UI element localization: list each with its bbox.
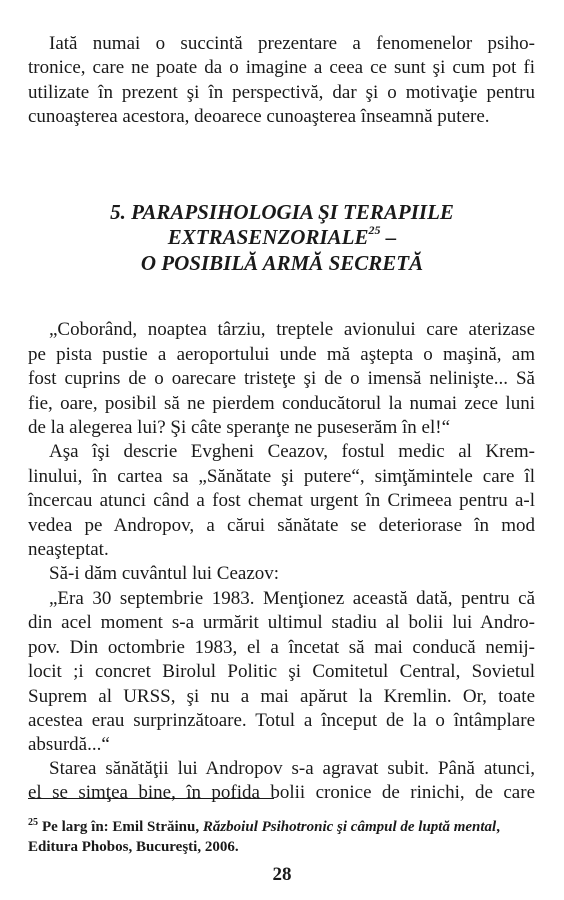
body-line: Aşa îşi descrie Evgheni Ceazov, fostul medic al Krem-	[49, 441, 535, 462]
footnote-marker: 25	[28, 817, 38, 828]
intro-line: tronice, care ne poate da o imagine a ceea ce sunt şi cum pot fi	[28, 57, 535, 78]
body-line: neaşteptat.	[28, 539, 109, 560]
heading-line-2-text: EXTRASENZORIALE	[167, 225, 369, 249]
body-line: pe pista pustie a aeroportului unde mă aştepta o maşină, am	[28, 344, 535, 365]
intro-line: cunoaşterea acestora, deoarece cunoaşterea înseamnă putere.	[28, 106, 490, 127]
body-line: acestea erau surprinzătoare. Totul a început de la o întâmplare	[28, 710, 535, 731]
body-line: Suprem al URSS, şi nu a mai apărut la Kremlin. Or, toate	[28, 686, 535, 707]
body-line: Să-i dăm cuvântul lui Ceazov:	[49, 563, 280, 584]
heading-line-2	[0, 225, 564, 249]
footnote-line-1	[28, 818, 500, 838]
body-line: „Era 30 septembrie 1983. Menţionez această dată, pentru că	[49, 588, 535, 609]
intro-line: utilizate în prezent şi în perspectivă, dar şi o motivaţie pentru	[28, 82, 535, 103]
body-line: încercau atunci când a fost chemat urgent în Crimeea pentru a-l	[28, 490, 535, 511]
body-line: „Coborând, noaptea târziu, treptele avionului care aterizase	[49, 319, 535, 340]
footnote-citation-prefix: Pe larg în: Emil Străinu,	[42, 819, 203, 835]
body-line: pov. Din octombrie 1983, el a încetat să mai conducă nemij-	[28, 637, 535, 658]
footnote-reference: 25	[368, 223, 381, 237]
body-line: vedea pe Andropov, a cărui sănătate se deteriorase în mod	[28, 515, 535, 536]
body-line: absurdă...“	[28, 734, 110, 755]
body-line: Starea sănătăţii lui Andropov s-a agravat subit. Până atunci,	[49, 758, 535, 779]
body-line: locit ;i concret Birolul Politic şi Comitetul Central, Sovietul	[28, 661, 535, 682]
heading-line-1: 5. PARAPSIHOLOGIA ŞI TERAPIILE	[110, 200, 454, 224]
heading-line-3: O POSIBILĂ ARMĂ SECRETĂ	[140, 251, 424, 275]
body-line: fie, oare, posibil să ne pierdem conducătorul la numai zece luni	[28, 393, 535, 414]
body-line: el se simţea bine, în pofida bolii cronice de rinichi, de care	[28, 782, 535, 803]
page-number: 28	[272, 864, 292, 885]
footnote-book-title: Războiul Psihotronic şi câmpul de luptă mental	[202, 819, 497, 835]
footnote-line-2: Editura Phobos, Bucureşti, 2006.	[28, 839, 239, 855]
body-line: de la alegerea lui? Şi câte speranţe ne puseserăm în el!“	[28, 417, 451, 438]
body-line: fost cuprins de o oarecare tristeţe şi de o imensă nelinişte... Să	[28, 368, 535, 389]
footnote-divider	[28, 798, 274, 799]
footnote-citation-suffix: ,	[496, 819, 500, 835]
intro-line: Iată numai o succintă prezentare a fenomenelor psiho-	[49, 33, 535, 54]
body-line: din acel moment s-a urmărit ultimul stadiu al bolii lui Andro-	[28, 612, 535, 633]
body-line: linului, în cartea sa „Sănătate şi putere“, simţămintele care îl	[28, 466, 535, 487]
heading-line-2-dash: –	[380, 225, 397, 249]
